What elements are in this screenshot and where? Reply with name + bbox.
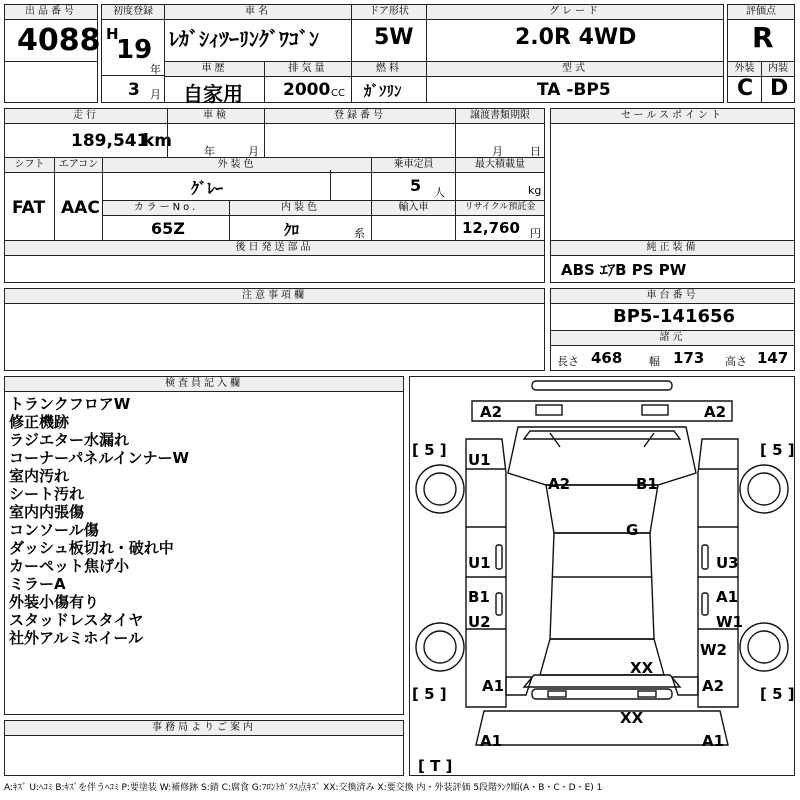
int-label: 内装 bbox=[762, 62, 794, 77]
int-grade: D bbox=[770, 76, 789, 101]
remark-line: シート汚れ bbox=[9, 485, 85, 503]
color-extra bbox=[330, 170, 372, 201]
chassis-cell bbox=[550, 288, 795, 331]
score-label: 評価点 bbox=[728, 5, 794, 20]
inspector-cell bbox=[4, 376, 404, 715]
lot-cell bbox=[4, 4, 101, 62]
score-cell bbox=[727, 4, 795, 62]
spec-cell bbox=[550, 330, 795, 371]
chassis-label: 車台番号 bbox=[551, 289, 794, 304]
ext-cell bbox=[727, 61, 762, 103]
transfer-cell bbox=[455, 108, 545, 158]
mark-bumper-left: A1 bbox=[480, 732, 503, 750]
remark-line: 室内内張傷 bbox=[9, 503, 85, 521]
remark-line: スタッドレスタイヤ bbox=[9, 611, 144, 629]
mark-front-left: A2 bbox=[480, 403, 503, 421]
transfer-label: 譲渡書類期限 bbox=[456, 109, 544, 124]
reg-month: 3 bbox=[128, 80, 140, 100]
grade-cell bbox=[426, 4, 724, 62]
mark-trunk: XX bbox=[620, 709, 644, 727]
grade-label: グレード bbox=[427, 5, 723, 20]
sales-cell bbox=[550, 108, 795, 241]
ext-grade: C bbox=[737, 76, 754, 101]
tire-fl-label: [ 5 ] bbox=[412, 441, 447, 459]
ac-cell bbox=[54, 157, 103, 241]
tire-fr-label: [ 5 ] bbox=[760, 441, 795, 459]
color-no: 65Z bbox=[151, 219, 185, 238]
remark-line: コンソール傷 bbox=[9, 521, 99, 539]
mileage-unit: km bbox=[143, 131, 173, 151]
wheel-rl-shape bbox=[416, 623, 464, 671]
mark-door-fl: U1 bbox=[468, 554, 491, 572]
import-cell bbox=[371, 200, 456, 241]
car-name: ﾚｶﾞｼｨﾂｰﾘﾝｸﾞﾜｺﾞﾝ bbox=[169, 27, 319, 51]
mark-rear-right: A2 bbox=[702, 677, 725, 695]
front-bumper-shape bbox=[532, 381, 672, 390]
mark-glass: G bbox=[626, 521, 639, 539]
name-cell bbox=[164, 4, 352, 62]
remark-line: ラジエター水漏れ bbox=[9, 431, 130, 449]
mark-hood-left: A2 bbox=[548, 475, 571, 493]
remark-line: トランクフロアW bbox=[9, 395, 131, 413]
displacement: 2000 bbox=[283, 80, 331, 100]
mark-door-fr: U3 bbox=[716, 554, 739, 572]
grade: 2.0R 4WD bbox=[515, 25, 637, 50]
equip: ABS ｴｱB PS PW bbox=[561, 261, 687, 279]
wid-label: 幅 bbox=[649, 355, 660, 368]
name-label: 車名 bbox=[165, 5, 351, 20]
mark-hood-right: B1 bbox=[636, 475, 658, 493]
lot-label: 出品番号 bbox=[5, 5, 97, 20]
inspector-label: 検査員記入欄 bbox=[5, 377, 403, 392]
shift-label: シフト bbox=[5, 158, 54, 173]
ac: AAC bbox=[61, 198, 100, 218]
capacity-cell bbox=[371, 157, 456, 201]
left-side-shape bbox=[466, 439, 506, 707]
hei-label: 高さ bbox=[725, 355, 747, 368]
mark-door-rl2: U2 bbox=[468, 613, 491, 631]
remark-line: ダッシュ板切れ・破れ中 bbox=[9, 539, 174, 557]
right-side-shape bbox=[698, 439, 738, 707]
history-label: 車歴 bbox=[165, 62, 264, 77]
year-unit: 年 bbox=[150, 63, 161, 76]
mark-door-rr1: A1 bbox=[716, 588, 739, 606]
mileage-cell bbox=[4, 108, 173, 158]
capacity: 5 bbox=[410, 176, 422, 195]
tire-rl-label: [ 5 ] bbox=[412, 685, 447, 703]
spec-label: 諸元 bbox=[551, 331, 794, 346]
inspect-month-unit: 月 bbox=[248, 145, 259, 158]
plate-label: 登録番号 bbox=[265, 109, 455, 124]
shift-cell bbox=[4, 157, 55, 241]
int-cell bbox=[761, 61, 795, 103]
capacity-unit: 人 bbox=[434, 186, 445, 199]
reg-year: 19 bbox=[116, 35, 153, 65]
chassis-number: BP5-141656 bbox=[613, 306, 736, 327]
import-label: 輸入車 bbox=[372, 201, 455, 216]
load-label: 最大積載量 bbox=[456, 158, 544, 173]
month-unit: 月 bbox=[150, 88, 161, 101]
color: ｸﾞﾚｰ bbox=[191, 179, 224, 198]
remark-line: 外装小傷有り bbox=[9, 593, 100, 611]
later-parts-cell bbox=[4, 240, 545, 283]
era: H bbox=[106, 25, 119, 43]
intcolor-label: 内装色 bbox=[230, 201, 371, 216]
height: 147 bbox=[757, 349, 789, 367]
mark-door-rr2: W1 bbox=[716, 613, 743, 631]
score: R bbox=[752, 21, 774, 54]
history-cell bbox=[164, 61, 265, 106]
history: 自家用 bbox=[183, 82, 243, 106]
rear-outline-shape bbox=[476, 711, 728, 745]
remark-line: 修正機跡 bbox=[9, 413, 70, 431]
wheel-rr-shape bbox=[740, 623, 788, 671]
fuel: ｶﾞｿﾘﾝ bbox=[364, 82, 402, 100]
colorno-label: カラーNo. bbox=[103, 201, 229, 216]
door-cell bbox=[351, 4, 427, 62]
width: 173 bbox=[673, 349, 705, 367]
mark-quarter-right: W2 bbox=[700, 641, 727, 659]
int-color: ｸﾛ bbox=[284, 221, 300, 239]
remark-line: ミラーA bbox=[9, 575, 66, 593]
remark-line: コーナーパネルインナーW bbox=[9, 449, 190, 467]
transfer-day-unit: 日 bbox=[530, 145, 541, 158]
mark-front-right: A2 bbox=[704, 403, 727, 421]
notes-cell bbox=[4, 288, 545, 371]
notes-label: 注意事項欄 bbox=[5, 289, 544, 304]
fuel-cell bbox=[351, 61, 427, 103]
mileage-label: 走行 bbox=[5, 109, 167, 124]
inspect-label: 車検 bbox=[168, 109, 264, 124]
capacity-label: 乗車定員 bbox=[372, 158, 455, 173]
recycle-label: リサイクル預託金 bbox=[456, 201, 544, 216]
inspector-remarks bbox=[9, 395, 189, 647]
mark-bumper-right: A1 bbox=[702, 732, 725, 750]
month-cell bbox=[101, 75, 165, 103]
colorno-cell bbox=[102, 200, 230, 241]
remark-line: 室内汚れ bbox=[9, 467, 70, 485]
recycle-cell bbox=[455, 200, 545, 241]
length: 468 bbox=[591, 349, 623, 367]
first-reg-label: 初度登録 bbox=[102, 5, 164, 20]
office-cell bbox=[4, 720, 404, 776]
load-unit: kg bbox=[528, 184, 542, 197]
first-reg-cell bbox=[101, 4, 165, 76]
sales-label: セールスポイント bbox=[551, 109, 794, 124]
color-label: 外装色 bbox=[103, 158, 371, 173]
wheel-fr-shape bbox=[740, 465, 788, 513]
shift: FAT bbox=[12, 198, 46, 218]
lot-number: 4088 bbox=[17, 23, 101, 58]
mark-door-rl1: B1 bbox=[468, 588, 490, 606]
lot-blank bbox=[4, 61, 98, 103]
fuel-label: 燃料 bbox=[352, 62, 426, 77]
door-type: 5W bbox=[374, 25, 414, 50]
office-label: 事務局よりご案内 bbox=[5, 721, 403, 736]
inspect-cell bbox=[167, 108, 265, 158]
transfer-month-unit: 月 bbox=[492, 145, 503, 158]
door-label: ドア形状 bbox=[352, 5, 426, 20]
tire-rr-label: [ 5 ] bbox=[760, 685, 795, 703]
equip-cell bbox=[550, 240, 795, 283]
inspect-year-unit: 年 bbox=[204, 145, 215, 158]
tire-spare-label: [ T ] bbox=[418, 757, 453, 775]
model-cell bbox=[426, 61, 724, 103]
disp-unit: CC bbox=[331, 88, 345, 99]
model: TA -BP5 bbox=[537, 80, 611, 100]
len-label: 長さ bbox=[557, 355, 579, 368]
front-outline-shape bbox=[472, 401, 732, 421]
later-parts-label: 後日発送部品 bbox=[5, 241, 544, 256]
mileage: 189,541 bbox=[71, 131, 149, 151]
roof-shape bbox=[550, 533, 654, 639]
legend: A:ｷｽﾞ U:ﾍｺﾐ B:ｷｽﾞを伴うﾍｺﾐ P:要塗装 W:補修跡 S:錆 C:腐食 G:ﾌﾛﾝﾄｶﾞﾗｽ点ｷｽﾞ XX:交換済み X:要交換 内・外装評価 5段階ﾗﾝｸ順(A・B・C・D・E) 1 bbox=[4, 783, 603, 793]
wheel-fl-shape bbox=[416, 465, 464, 513]
model-label: 型式 bbox=[427, 62, 723, 77]
equip-label: 純正装備 bbox=[551, 241, 794, 256]
int-color-unit: 系 bbox=[354, 227, 365, 240]
disp-cell bbox=[264, 61, 352, 103]
mark-roof: XX bbox=[630, 659, 654, 677]
plate-cell bbox=[264, 108, 456, 158]
recycle-unit: 円 bbox=[530, 227, 541, 240]
ac-label: エアコン bbox=[55, 158, 102, 173]
mark-rear-left: A1 bbox=[482, 677, 505, 695]
recycle: 12,760 bbox=[462, 219, 520, 237]
mark-fender-left: U1 bbox=[468, 451, 491, 469]
hood-shape bbox=[508, 427, 696, 485]
disp-label: 排気量 bbox=[265, 62, 351, 77]
intcolor-cell bbox=[229, 200, 372, 241]
car-diagram bbox=[410, 377, 794, 775]
ext-label: 外装 bbox=[728, 62, 761, 77]
diagram-cell bbox=[409, 376, 795, 776]
remark-line: カーペット焦げ小 bbox=[9, 557, 130, 575]
remark-line: 社外アルミホイール bbox=[9, 629, 144, 647]
load-cell bbox=[455, 157, 545, 201]
